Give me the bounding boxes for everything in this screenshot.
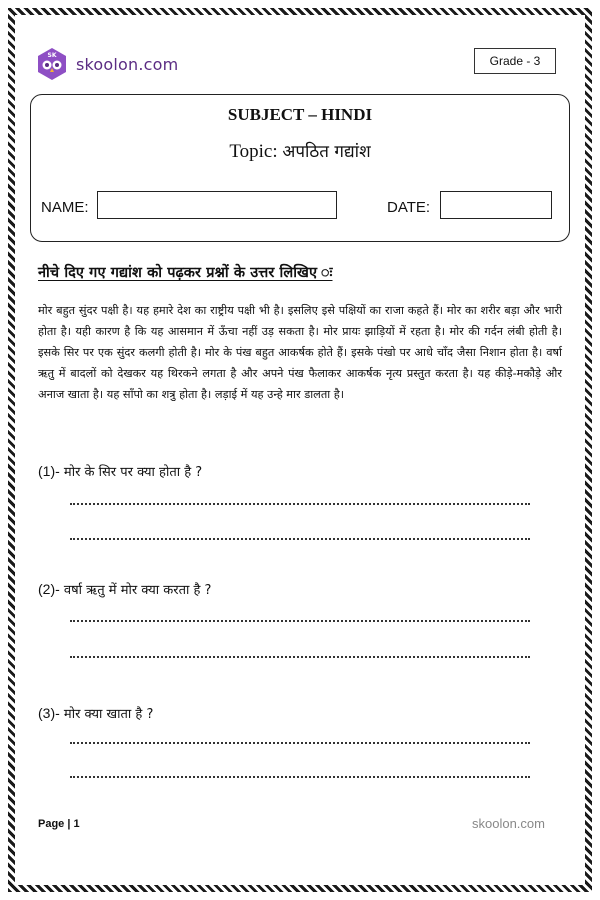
question-text: मोर क्या खाता है ? [63, 707, 154, 722]
question-number: (1)- [38, 463, 60, 479]
question-number: (2)- [38, 581, 60, 597]
question-number: (3)- [38, 705, 60, 721]
subject-title: SUBJECT – HINDI [227, 105, 373, 124]
reading-passage: मोर बहुत सुंदर पक्षी है। यह हमारे देश का राष्ट्रीय पक्षी भी है। इसलिए इसे पक्षियों का राजा कहते हैं। मोर का शरीर बड़ा और भारी होता है। यही कारण है कि यह आसमान में ऊँचा नहीं उड़ सकता है। मोर प्रायः झाड़ियों में रहता है। मोर की गर्दन लंबी होती है। इसके सिर पर एक सुंदर कलगी होती है। मोर के पंख बहुत आकर्षक होते हैं। इसके पंखो पर आधे चाँद जैसा निशान होता है। वर्षा ऋतु में बादलों को देखकर यह थिरकने लगता है और अपने पंख फैलाकर आकर्षक नृत्य प्रस्तुत करता है। यह कीड़े-मकौड़े और अनाज खाता है। यह साँपो का शत्रु होता है। लड़ाई में यह उन्हे मार डालता है। [38, 304, 562, 401]
answer-line[interactable] [70, 656, 530, 658]
name-field[interactable] [97, 191, 337, 219]
answer-line[interactable] [70, 620, 530, 622]
answer-line[interactable] [70, 776, 530, 778]
footer-site: skoolon.com [472, 816, 545, 831]
brand-logo [34, 46, 178, 82]
question-text: वर्षा ऋतु में मोर क्या करता है ? [63, 583, 212, 598]
answer-line[interactable] [70, 742, 530, 744]
answer-line[interactable] [70, 503, 530, 505]
question-2 [38, 580, 211, 598]
question-1 [38, 462, 202, 480]
date-field[interactable] [440, 191, 552, 219]
topic-line [31, 139, 569, 163]
brand-name: skoolon.com [76, 54, 179, 74]
instruction-heading: नीचे दिए गए गद्यांश को पढ़कर प्रश्नों के उत्तर लिखिए ः [38, 265, 333, 281]
date-label: DATE: [387, 199, 431, 216]
svg-text:SK: SK [47, 52, 57, 59]
owl-logo-icon [34, 46, 70, 82]
answer-line[interactable] [70, 538, 530, 540]
name-label: NAME: [41, 199, 89, 216]
question-3 [38, 704, 153, 722]
topic-value: अपठित गद्यांश [282, 142, 371, 162]
question-text: मोर के सिर पर क्या होता है ? [63, 465, 203, 480]
page-number: Page | 1 [38, 818, 80, 830]
worksheet-header [30, 94, 570, 242]
grade-badge: Grade - 3 [474, 48, 556, 74]
topic-label: Topic: [229, 141, 278, 162]
